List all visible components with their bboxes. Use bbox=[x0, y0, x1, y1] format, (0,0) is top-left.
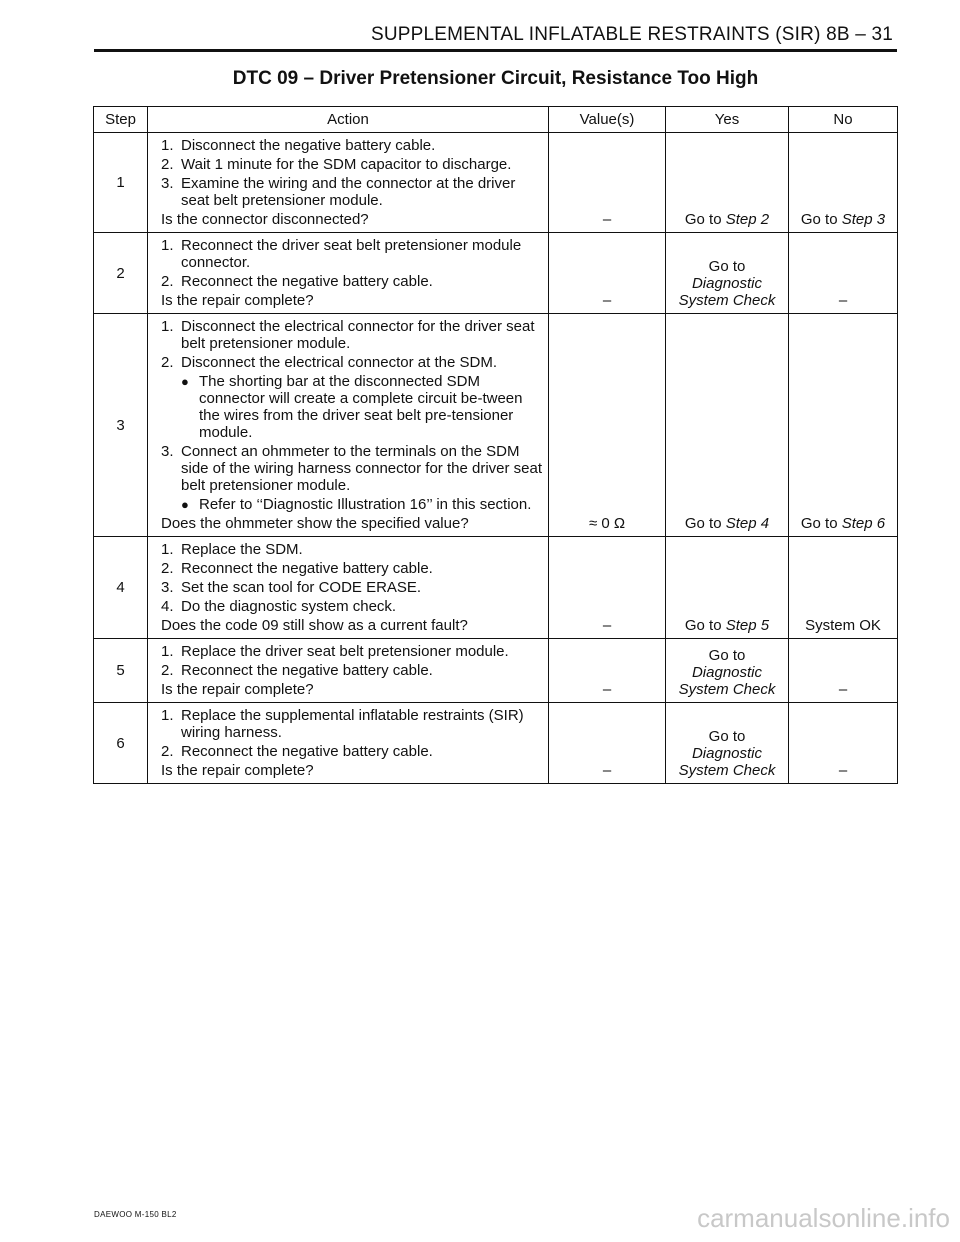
yes-prefix: Go to bbox=[708, 258, 746, 275]
yes-link-system-check[interactable]: System Check bbox=[678, 762, 776, 779]
yes-cell bbox=[666, 133, 789, 233]
column-header-yes: Yes bbox=[666, 107, 789, 133]
action-item bbox=[161, 643, 544, 660]
action-number: 3. bbox=[161, 579, 174, 596]
action-number: 1. bbox=[161, 237, 174, 254]
no-cell bbox=[789, 133, 898, 233]
step-number: 6 bbox=[94, 703, 148, 784]
table-row bbox=[94, 314, 898, 537]
action-item bbox=[161, 579, 544, 596]
action-text: Do the diagnostic system check. bbox=[181, 598, 397, 615]
bullet-item bbox=[181, 496, 544, 513]
column-header-values: Value(s) bbox=[549, 107, 666, 133]
value-cell: – bbox=[549, 537, 666, 639]
bullet-text: Refer to ‘‘Diagnostic Illustration 16’’ in this section. bbox=[199, 496, 532, 513]
action-item bbox=[161, 707, 544, 741]
action-text: Reconnect the negative battery cable. bbox=[181, 743, 433, 760]
yes-cell bbox=[666, 233, 789, 314]
yes-prefix: Go to bbox=[708, 728, 746, 745]
no-prefix: Go to bbox=[800, 515, 838, 532]
action-number: 3. bbox=[161, 175, 174, 192]
action-cell bbox=[148, 233, 549, 314]
step-number: 1 bbox=[94, 133, 148, 233]
step-number: 3 bbox=[94, 314, 148, 537]
action-number: 2. bbox=[161, 743, 174, 760]
action-cell bbox=[148, 639, 549, 703]
value-cell: – bbox=[549, 133, 666, 233]
yes-prefix: Go to bbox=[684, 515, 722, 532]
yes-link-system-check[interactable]: System Check bbox=[678, 681, 776, 698]
action-text: Reconnect the driver seat belt pretensioner module connector. bbox=[181, 237, 522, 271]
no-cell bbox=[789, 314, 898, 537]
action-question: Is the repair complete? bbox=[161, 681, 314, 698]
no-step-link[interactable]: Step 3 bbox=[841, 211, 886, 228]
column-header-action: Action bbox=[148, 107, 549, 133]
table-row bbox=[94, 233, 898, 314]
action-text: Disconnect the electrical connector at the SDM. bbox=[181, 354, 497, 371]
action-item bbox=[161, 560, 544, 577]
yes-cell bbox=[666, 703, 789, 784]
action-number: 2. bbox=[161, 560, 174, 577]
column-header-step: Step bbox=[94, 107, 148, 133]
bullet-icon: ● bbox=[181, 497, 189, 512]
no-cell: – bbox=[789, 639, 898, 703]
action-number: 2. bbox=[161, 156, 174, 173]
action-item bbox=[161, 175, 544, 209]
bullet-icon: ● bbox=[181, 374, 189, 389]
action-text: Reconnect the negative battery cable. bbox=[181, 273, 433, 290]
yes-link-diagnostic[interactable]: Diagnostic bbox=[691, 275, 763, 292]
action-item bbox=[161, 443, 544, 494]
action-item bbox=[161, 743, 544, 760]
action-text: Examine the wiring and the connector at the driver seat belt pretensioner module. bbox=[181, 175, 516, 209]
page-title: DTC 09 – Driver Pretensioner Circuit, Resistance Too High bbox=[232, 68, 759, 89]
action-item bbox=[161, 318, 544, 352]
yes-cell bbox=[666, 639, 789, 703]
action-text: Reconnect the negative battery cable. bbox=[181, 560, 433, 577]
no-step-link[interactable]: Step 6 bbox=[841, 515, 886, 532]
step-number: 4 bbox=[94, 537, 148, 639]
action-question: Is the repair complete? bbox=[161, 292, 314, 309]
action-item bbox=[161, 237, 544, 271]
action-text: Reconnect the negative battery cable. bbox=[181, 662, 433, 679]
action-item bbox=[161, 662, 544, 679]
action-question: Is the repair complete? bbox=[161, 762, 314, 779]
yes-link-system-check[interactable]: System Check bbox=[678, 292, 776, 309]
action-text: Replace the driver seat belt pretensioner module. bbox=[181, 643, 509, 660]
value-cell: – bbox=[549, 703, 666, 784]
action-number: 2. bbox=[161, 354, 174, 371]
action-question: Does the code 09 still show as a current fault? bbox=[161, 617, 468, 634]
action-item bbox=[161, 541, 544, 558]
no-cell: System OK bbox=[789, 537, 898, 639]
action-question: Does the ohmmeter show the specified value? bbox=[161, 515, 469, 532]
action-text: Set the scan tool for CODE ERASE. bbox=[181, 579, 422, 596]
action-text: Replace the SDM. bbox=[181, 541, 303, 558]
no-cell: – bbox=[789, 233, 898, 314]
yes-prefix: Go to bbox=[708, 647, 746, 664]
action-text: Connect an ohmmeter to the terminals on the SDM side of the wiring harness connector for the driver seat belt pretensioner module. bbox=[181, 443, 543, 494]
action-item bbox=[161, 598, 544, 615]
action-number: 3. bbox=[161, 443, 174, 460]
watermark: carmanualsonline.info bbox=[697, 1203, 950, 1233]
table-row bbox=[94, 639, 898, 703]
section-header-title: SUPPLEMENTAL INFLATABLE RESTRAINTS (SIR) 8B – 31 bbox=[370, 24, 893, 45]
action-item bbox=[161, 156, 544, 173]
table-row bbox=[94, 703, 898, 784]
yes-step-link[interactable]: Step 5 bbox=[725, 617, 770, 634]
footer-document-code: DAEWOO M-150 BL2 bbox=[94, 1210, 177, 1219]
yes-cell bbox=[666, 537, 789, 639]
table-row bbox=[94, 537, 898, 639]
action-number: 2. bbox=[161, 662, 174, 679]
action-number: 1. bbox=[161, 137, 174, 154]
action-number: 2. bbox=[161, 273, 174, 290]
action-number: 1. bbox=[161, 707, 174, 724]
yes-step-link[interactable]: Step 4 bbox=[725, 515, 770, 532]
action-number: 1. bbox=[161, 318, 174, 335]
yes-cell bbox=[666, 314, 789, 537]
value-cell: – bbox=[549, 233, 666, 314]
table-row bbox=[94, 133, 898, 233]
action-number: 1. bbox=[161, 643, 174, 660]
action-cell bbox=[148, 537, 549, 639]
step-number: 2 bbox=[94, 233, 148, 314]
bullet-item bbox=[181, 373, 544, 441]
yes-prefix: Go to bbox=[684, 211, 722, 228]
action-cell bbox=[148, 314, 549, 537]
yes-step-link[interactable]: Step 2 bbox=[725, 211, 770, 228]
diagnostic-table bbox=[93, 106, 898, 784]
yes-link-diagnostic[interactable]: Diagnostic bbox=[691, 664, 763, 681]
action-cell bbox=[148, 703, 549, 784]
no-cell: – bbox=[789, 703, 898, 784]
step-number: 5 bbox=[94, 639, 148, 703]
action-cell bbox=[148, 133, 549, 233]
action-text: Disconnect the negative battery cable. bbox=[181, 137, 436, 154]
action-item bbox=[161, 137, 544, 154]
action-number: 1. bbox=[161, 541, 174, 558]
action-number: 4. bbox=[161, 598, 174, 615]
action-text: Replace the supplemental inflatable restraints (SIR) wiring harness. bbox=[181, 707, 524, 741]
table-header-row bbox=[94, 107, 898, 133]
column-header-no: No bbox=[789, 107, 898, 133]
action-text: Wait 1 minute for the SDM capacitor to discharge. bbox=[181, 156, 512, 173]
bullet-text: The shorting bar at the disconnected SDM connector will create a complete circuit be-tween the wires from the driver seat belt pre-tensioner module. bbox=[199, 373, 523, 441]
value-cell: ≈ 0 Ω bbox=[549, 314, 666, 537]
header-divider bbox=[94, 49, 897, 52]
action-item bbox=[161, 354, 544, 371]
yes-prefix: Go to bbox=[684, 617, 722, 634]
value-cell: – bbox=[549, 639, 666, 703]
action-question: Is the connector disconnected? bbox=[161, 211, 369, 228]
no-prefix: Go to bbox=[800, 211, 838, 228]
action-text: Disconnect the electrical connector for the driver seat belt pretensioner module. bbox=[181, 318, 535, 352]
yes-link-diagnostic[interactable]: Diagnostic bbox=[691, 745, 763, 762]
action-item bbox=[161, 273, 544, 290]
